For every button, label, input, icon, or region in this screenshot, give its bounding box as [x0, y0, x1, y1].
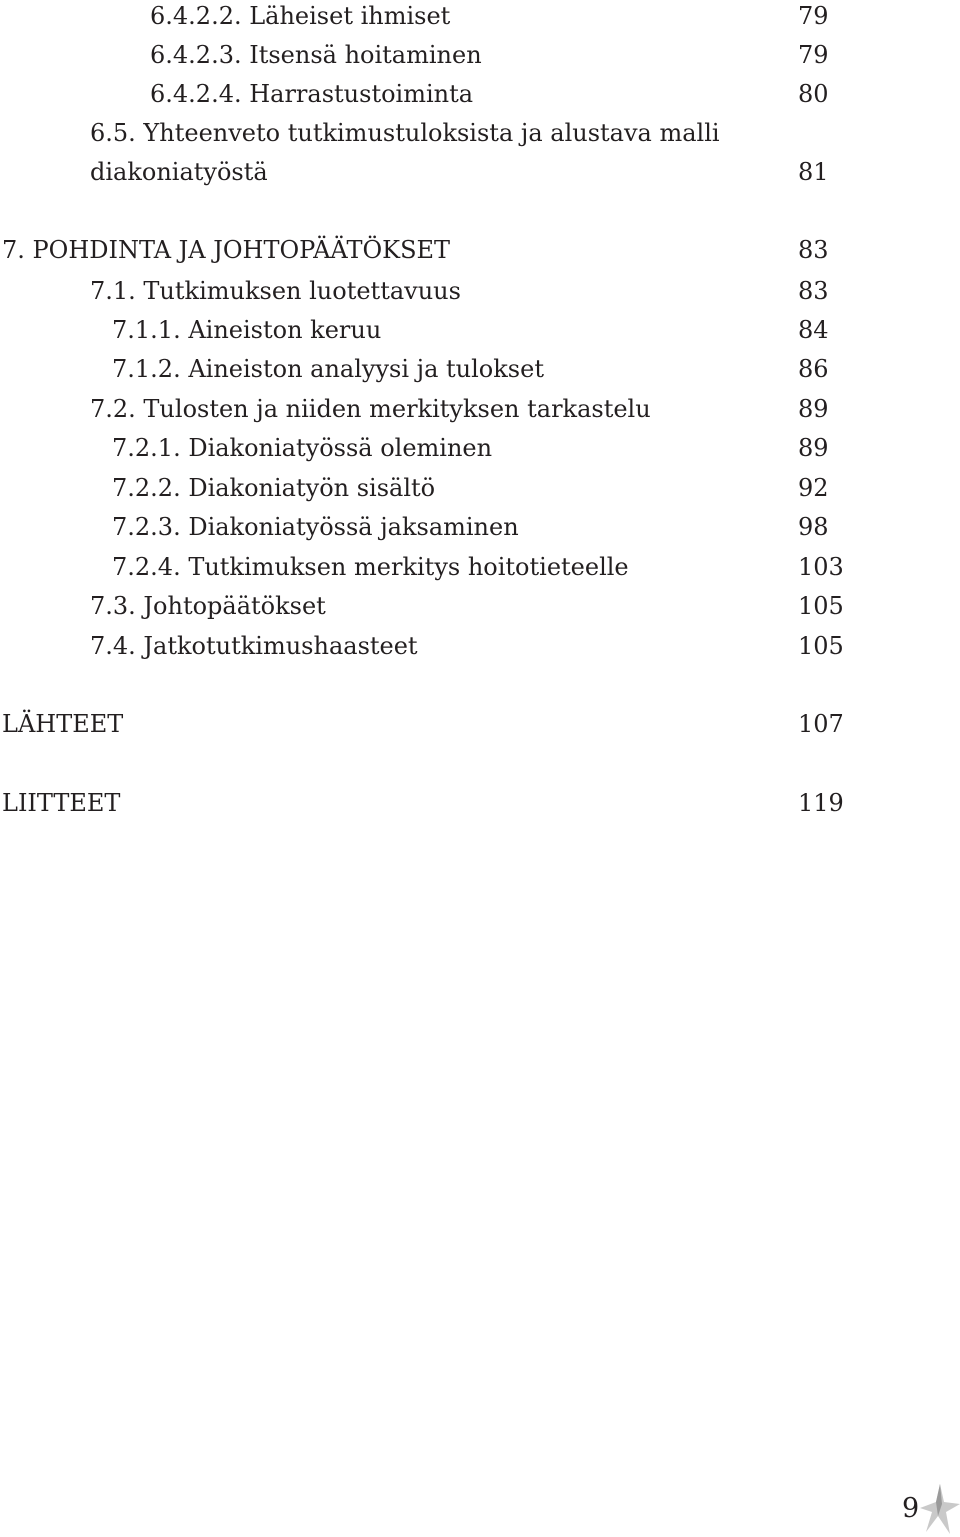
toc-entry-page: 89 — [798, 395, 829, 423]
toc-entry-page: 89 — [798, 434, 829, 462]
toc-entry-page: 80 — [798, 80, 829, 108]
toc-entry-label: 6.4.2.4. Harrastustoiminta — [150, 80, 474, 108]
toc-entry-label: 6.4.2.3. Itsensä hoitaminen — [150, 41, 482, 69]
toc-entry-page: 103 — [798, 553, 844, 581]
toc-chapter-heading: 7. POHDINTA JA JOHTOPÄÄTÖKSET — [2, 236, 451, 264]
toc-entry-page: 79 — [798, 41, 829, 69]
toc-entry-page: 86 — [798, 355, 829, 383]
toc-entry-page: 98 — [798, 513, 829, 541]
toc-entry-page: 79 — [798, 2, 829, 30]
toc-entry-page: 107 — [798, 710, 844, 738]
toc-entry-label: 7.2. Tulosten ja niiden merkityksen tarkastelu — [90, 395, 651, 423]
toc-entry-page: 83 — [798, 236, 829, 264]
toc-entry-page: 105 — [798, 592, 844, 620]
toc-entry-label: 7.2.2. Diakoniatyön sisältö — [112, 474, 436, 502]
toc-entry-page: 105 — [798, 632, 844, 660]
toc-entry-label: 7.3. Johtopäätökset — [90, 592, 326, 620]
toc-entry-page: 119 — [798, 789, 844, 817]
toc-entry-label: 7.1.2. Aineiston analyysi ja tulokset — [112, 355, 544, 383]
toc-entry-page: 84 — [798, 316, 829, 344]
toc-entry-page: 92 — [798, 474, 829, 502]
toc-chapter-heading: LIITTEET — [2, 789, 121, 817]
toc-entry-label: 6.5. Yhteenveto tutkimustuloksista ja alustava malli — [90, 119, 720, 147]
toc-entry-label: 6.4.2.2. Läheiset ihmiset — [150, 2, 451, 30]
page-number: 9 — [902, 1493, 920, 1524]
toc-entry-label: 7.2.4. Tutkimuksen merkitys hoitotieteelle — [112, 553, 629, 581]
toc-entry-label: diakoniatyöstä — [90, 158, 268, 186]
toc-entry-label: 7.2.3. Diakoniatyössä jaksaminen — [112, 513, 519, 541]
toc-entry-page: 83 — [798, 277, 829, 305]
toc-entry-label: 7.1. Tutkimuksen luotettavuus — [90, 277, 461, 305]
toc-entry-label: 7.4. Jatkotutkimushaasteet — [90, 632, 418, 660]
toc-entry-label: 7.2.1. Diakoniatyössä oleminen — [112, 434, 493, 462]
toc-chapter-heading: LÄHTEET — [2, 710, 124, 738]
toc-entry-page: 81 — [798, 158, 829, 186]
cross-emblem-icon — [918, 1482, 960, 1537]
toc-entry-label: 7.1.1. Aineiston keruu — [112, 316, 382, 344]
